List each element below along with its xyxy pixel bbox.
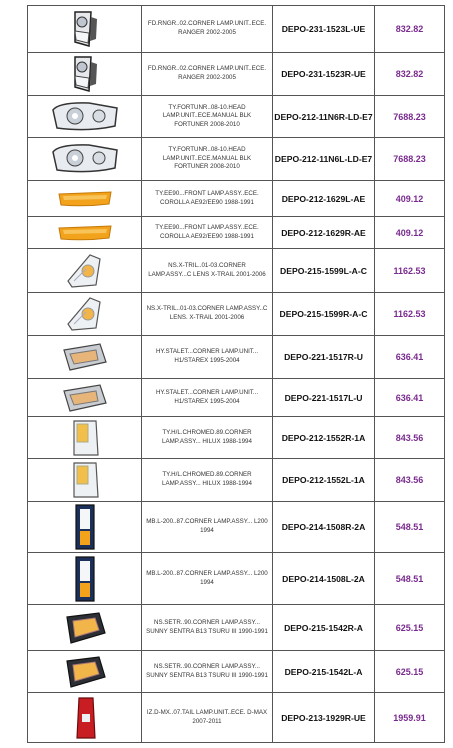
part-price: 548.51 xyxy=(375,553,445,605)
corner-lamp-vertical-icon xyxy=(28,503,141,551)
part-code: DEPO-214-1508L-2A xyxy=(273,553,375,605)
part-code: DEPO-212-1629R-AE xyxy=(273,217,375,249)
part-code: DEPO-212-1552L-1A xyxy=(273,459,375,502)
part-description: NS.SETR..90.CORNER LAMP.ASSY... SUNNY SENTRA B13 TSURU III 1990-1991 xyxy=(142,651,273,693)
head-lamp-chrome-icon xyxy=(28,142,141,176)
part-photo xyxy=(28,293,142,336)
corner-lamp-crystal-icon xyxy=(28,294,141,334)
part-price: 409.12 xyxy=(375,181,445,217)
part-price: 548.51 xyxy=(375,502,445,553)
part-description: TY.H/L.CHROMED.89.CORNER LAMP.ASSY... HILUX 1988-1994 xyxy=(142,417,273,459)
table-row xyxy=(28,605,445,651)
part-price: 843.56 xyxy=(375,459,445,502)
table-row xyxy=(28,553,445,605)
part-description: TY.FORTUNR..08-10.HEAD LAMP.UNIT..ECE.MANUAL BLK FORTUNER 2008-2010 xyxy=(142,96,273,138)
table-row xyxy=(28,459,445,502)
part-price: 832.82 xyxy=(375,6,445,53)
table-row xyxy=(28,6,445,53)
part-price: 409.12 xyxy=(375,217,445,249)
part-description: IZ.D-MX..07.TAIL LAMP.UNIT..ECE. D-MAX 2007-2011 xyxy=(142,693,273,743)
part-photo xyxy=(28,553,142,605)
part-code: DEPO-231-1523L-UE xyxy=(273,6,375,53)
part-price: 636.41 xyxy=(375,336,445,379)
corner-lamp-sentra-icon xyxy=(28,655,141,689)
part-description: TY.EE90...FRONT LAMP.ASSY..ECE. COROLLA AE92/EE90 1988-1991 xyxy=(142,181,273,217)
part-code: DEPO-212-1552R-1A xyxy=(273,417,375,459)
table-row xyxy=(28,417,445,459)
table-row xyxy=(28,249,445,293)
table-row xyxy=(28,651,445,693)
part-photo xyxy=(28,379,142,417)
part-price: 832.82 xyxy=(375,53,445,96)
part-description: HY.STALET...CORNER LAMP.UNIT... H1/STAREX 1995-2004 xyxy=(142,336,273,379)
part-photo xyxy=(28,459,142,502)
part-code: DEPO-213-1929R-UE xyxy=(273,693,375,743)
part-code: DEPO-215-1542L-A xyxy=(273,651,375,693)
parts-table-body xyxy=(28,6,445,743)
table-row xyxy=(28,217,445,249)
part-code: DEPO-214-1508R-2A xyxy=(273,502,375,553)
part-photo xyxy=(28,138,142,181)
corner-lamp-clear-icon xyxy=(28,54,141,94)
part-photo xyxy=(28,53,142,96)
corner-lamp-sentra-icon xyxy=(28,611,141,645)
part-code: DEPO-215-1599R-A-C xyxy=(273,293,375,336)
part-description: FD.RNGR..02.CORNER LAMP.UNIT..ECE. RANGER 2002-2005 xyxy=(142,53,273,96)
part-description: TY.H/L.CHROMED.89.CORNER LAMP.ASSY... HILUX 1988-1994 xyxy=(142,459,273,502)
front-lamp-amber-icon xyxy=(28,189,141,209)
table-row xyxy=(28,293,445,336)
part-photo xyxy=(28,605,142,651)
part-code: DEPO-212-1629L-AE xyxy=(273,181,375,217)
part-photo xyxy=(28,417,142,459)
part-description: NS.X-TRIL..01-03.CORNER LAMP.ASSY..C LENS. X-TRAIL 2001-2006 xyxy=(142,293,273,336)
part-description: TY.EE90...FRONT LAMP.ASSY..ECE. COROLLA AE92/EE90 1988-1991 xyxy=(142,217,273,249)
part-photo xyxy=(28,249,142,293)
part-photo xyxy=(28,336,142,379)
part-price: 843.56 xyxy=(375,417,445,459)
part-code: DEPO-221-1517R-U xyxy=(273,336,375,379)
corner-lamp-crystal-icon xyxy=(28,251,141,291)
head-lamp-chrome-icon xyxy=(28,100,141,134)
table-row xyxy=(28,181,445,217)
part-photo xyxy=(28,651,142,693)
table-row xyxy=(28,96,445,138)
part-code: DEPO-212-11N6R-LD-E7 xyxy=(273,96,375,138)
part-description: MB.L-200..87.CORNER LAMP.ASSY... L200 1994 xyxy=(142,553,273,605)
corner-lamp-smoke-icon xyxy=(28,342,141,372)
part-code: DEPO-215-1542R-A xyxy=(273,605,375,651)
part-code: DEPO-212-11N6L-LD-E7 xyxy=(273,138,375,181)
part-price: 1162.53 xyxy=(375,249,445,293)
part-photo xyxy=(28,693,142,743)
corner-lamp-chrome-amber-icon xyxy=(28,418,141,458)
corner-lamp-chrome-amber-icon xyxy=(28,460,141,500)
table-row xyxy=(28,379,445,417)
part-description: NS.SETR..90.CORNER LAMP.ASSY... SUNNY SENTRA B13 TSURU III 1990-1991 xyxy=(142,605,273,651)
part-price: 1959.91 xyxy=(375,693,445,743)
table-row xyxy=(28,693,445,743)
tail-lamp-red-icon xyxy=(28,696,141,740)
part-price: 7688.23 xyxy=(375,138,445,181)
part-photo xyxy=(28,502,142,553)
part-description: HY.STALET...CORNER LAMP.UNIT... H1/STAREX 1995-2004 xyxy=(142,379,273,417)
table-row xyxy=(28,138,445,181)
parts-price-table xyxy=(27,5,445,743)
part-code: DEPO-221-1517L-U xyxy=(273,379,375,417)
part-photo xyxy=(28,6,142,53)
part-description: NS.X-TRIL..01-03.CORNER LAMP.ASSY...C LENS X-TRAIL 2001-2006 xyxy=(142,249,273,293)
corner-lamp-vertical-icon xyxy=(28,555,141,603)
part-description: MB.L-200..87.CORNER LAMP.ASSY... L200 1994 xyxy=(142,502,273,553)
part-price: 625.15 xyxy=(375,605,445,651)
table-row xyxy=(28,336,445,379)
table-row xyxy=(28,53,445,96)
part-photo xyxy=(28,96,142,138)
part-photo xyxy=(28,181,142,217)
part-price: 625.15 xyxy=(375,651,445,693)
corner-lamp-smoke-icon xyxy=(28,383,141,413)
part-price: 1162.53 xyxy=(375,293,445,336)
part-price: 636.41 xyxy=(375,379,445,417)
part-photo xyxy=(28,217,142,249)
table-row xyxy=(28,502,445,553)
front-lamp-amber-icon xyxy=(28,223,141,243)
part-description: FD.RNGR..02.CORNER LAMP.UNIT..ECE. RANGER 2002-2005 xyxy=(142,6,273,53)
part-code: DEPO-231-1523R-UE xyxy=(273,53,375,96)
corner-lamp-clear-icon xyxy=(28,9,141,49)
part-code: DEPO-215-1599L-A-C xyxy=(273,249,375,293)
part-price: 7688.23 xyxy=(375,96,445,138)
part-description: TY.FORTUNR..08-10.HEAD LAMP.UNIT..ECE.MANUAL BLK FORTUNER 2008-2010 xyxy=(142,138,273,181)
